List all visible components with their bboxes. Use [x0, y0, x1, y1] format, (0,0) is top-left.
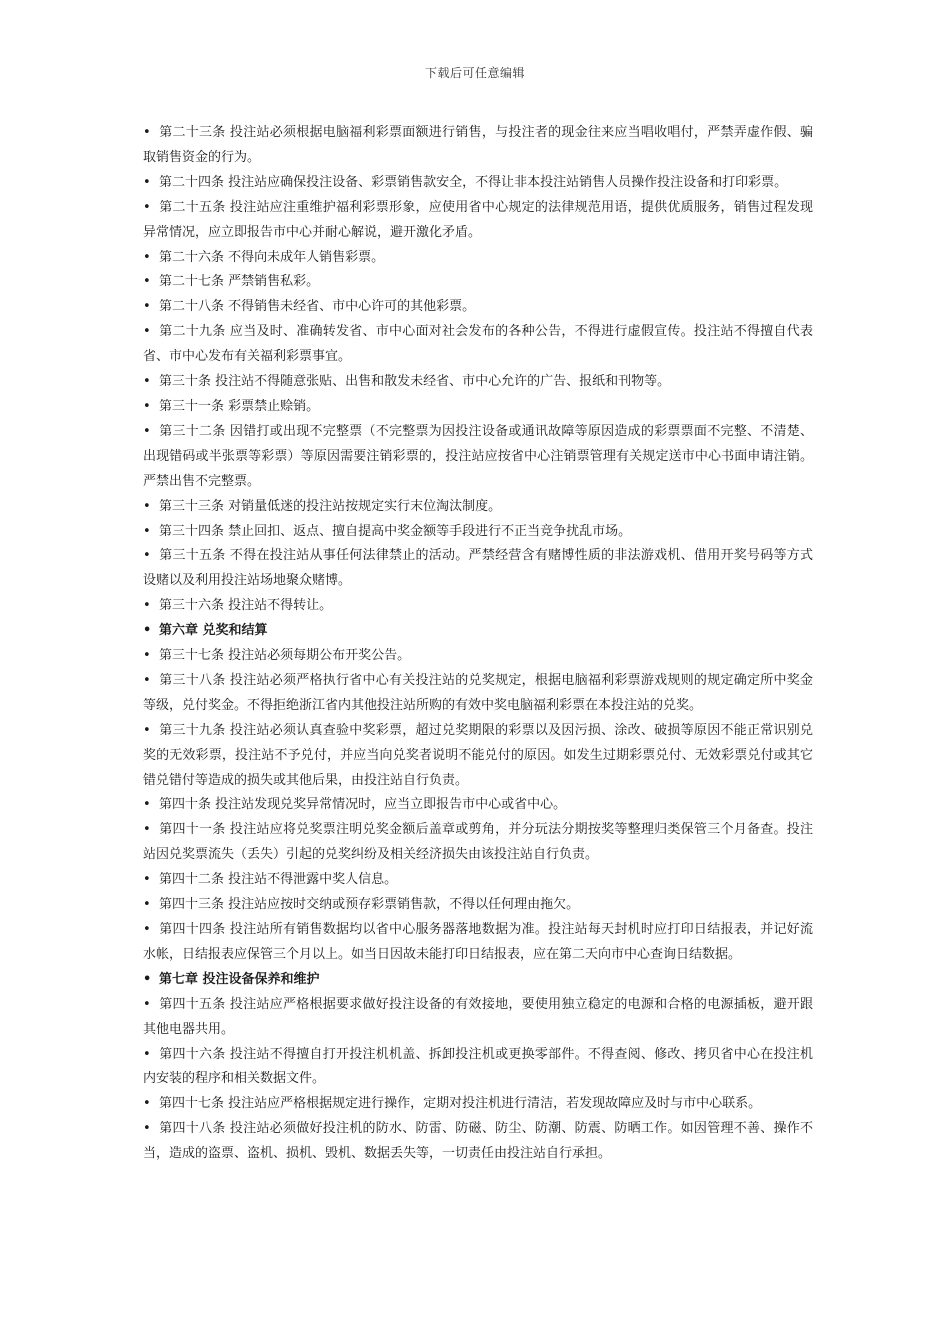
article-paragraph: [143, 246, 813, 271]
bullet-icon: •: [143, 598, 151, 614]
article-text: 第四十五条 投注站应严格根据要求做好投注设备的有效接地，要使用独立稳定的电源和合格的电源插板，避开跟其他电器共用。: [143, 996, 813, 1037]
bullet-icon: •: [143, 672, 151, 688]
page-header: 下载后可任意编辑: [424, 66, 525, 80]
article-paragraph: [143, 171, 813, 196]
bullet-icon: •: [143, 274, 151, 290]
article-text: 第二十五条 投注站应注重维护福利彩票形象，应使用省中心规定的法律规范用语，提供优质服务，销售过程发现异常情况，应立即报告市中心并耐心解说，避开激化矛盾。: [143, 199, 813, 240]
article-paragraph: [143, 793, 813, 818]
article-paragraph: [143, 320, 813, 370]
article-text: 第三十一条 彩票禁止赊销。: [159, 398, 320, 414]
article-text: 第四十四条 投注站所有销售数据均以省中心服务器落地数据为准。投注站每天封机时应打印日结报表，并记好流水帐，日结报表应保管三个月以上。如当日因故未能打印日结报表，应在第二天向市中心查询日结数据。: [143, 922, 813, 962]
bullet-icon: •: [143, 498, 151, 514]
article-paragraph: [143, 370, 813, 395]
article-paragraph: [143, 121, 813, 171]
bullet-icon: •: [143, 1046, 151, 1062]
article-text: 第三十二条 因错打或出现不完整票（不完整票为因投注设备或通讯故障等原因造成的彩票票面不完整、不清楚、出现错码或半张票等彩票）等原因需要注销彩票的，投注站应按省中心注销票管理有关规定送市中心书面申请注销。严禁出售不完整票。: [143, 423, 813, 489]
bullet-icon: •: [143, 125, 151, 140]
article-text: 第四十八条 投注站必须做好投注机的防水、防雷、防磁、防尘、防潮、防震、防晒工作。如因管理不善、操作不当，造成的盗票、盗机、损机、毁机、数据丢失等，一切责任由投注站自行承担。: [143, 1121, 813, 1162]
article-paragraph: [143, 893, 813, 918]
article-paragraph: [143, 420, 813, 495]
article-text: 第二十六条 不得向未成年人销售彩票。: [159, 249, 385, 265]
article-paragraph: [143, 993, 813, 1043]
article-paragraph: [143, 1117, 813, 1167]
bullet-icon: •: [143, 249, 151, 265]
bullet-icon: •: [143, 324, 151, 340]
bullet-icon: •: [143, 1121, 151, 1137]
bullet-icon: •: [143, 523, 151, 539]
article-paragraph: [143, 644, 813, 669]
article-text: 第四十二条 投注站不得泄露中奖人信息。: [159, 872, 398, 888]
article-paragraph: [143, 818, 813, 868]
bullet-icon: •: [143, 174, 151, 190]
article-paragraph: [143, 594, 813, 619]
article-text: 第二十九条 应当及时、准确转发省、市中心面对社会发布的各种公告，不得进行虚假宣传。投注站不得擅自代表省、市中心发布有关福利彩票事宜。: [143, 324, 813, 365]
article-text: 第三十九条 投注站必须认真查验中奖彩票，超过兑奖期限的彩票以及因污损、涂改、破损等原因不能正常识别兑奖的无效彩票，投注站不予兑付，并应当向兑奖者说明不能兑付的原因。如发生过期彩票兑付、无效彩票兑付或其它错兑错付等造成的损失或其他后果，由投注站自行负责。: [143, 722, 813, 788]
bullet-icon: •: [143, 374, 151, 390]
article-text: 第三十六条 投注站不得转让。: [159, 598, 333, 614]
bullet-icon: •: [143, 648, 151, 664]
article-paragraph: [143, 395, 813, 420]
article-text: 第三十四条 禁止回扣、返点、擅自提高中奖金额等手段进行不正当竞争扰乱市场。: [159, 523, 632, 539]
article-text: 第二十四条 投注站应确保投注设备、彩票销售款安全，不得让非本投注站销售人员操作投注设备和打印彩票。: [159, 174, 788, 190]
bullet-icon: •: [143, 922, 151, 937]
bullet-icon: •: [143, 199, 151, 215]
document-body: [143, 121, 813, 1167]
article-paragraph: [143, 1092, 813, 1117]
bullet-icon: •: [143, 996, 151, 1012]
bullet-icon: •: [143, 822, 151, 838]
article-paragraph: [143, 719, 813, 794]
article-text: 第三十条 投注站不得随意张贴、出售和散发未经省、市中心允许的广告、报纸和刊物等。: [159, 374, 671, 390]
article-text: 第三十七条 投注站必须每期公布开奖公告。: [159, 648, 411, 664]
bullet-icon: •: [143, 299, 151, 315]
bullet-icon: •: [143, 872, 151, 888]
article-text: 第三十五条 不得在投注站从事任何法律禁止的活动。严禁经营含有赌博性质的非法游戏机、借用开奖号码等方式设赌以及利用投注站场地聚众赌博。: [143, 548, 813, 589]
bullet-icon: •: [143, 423, 151, 439]
bullet-icon: •: [143, 897, 151, 913]
bullet-icon: •: [143, 1096, 151, 1112]
article-paragraph: [143, 544, 813, 594]
chapter-title: 第六章 兑奖和结算: [159, 623, 268, 639]
article-text: 第四十条 投注站发现兑奖异常情况时，应当立即报告市中心或省中心。: [159, 797, 567, 813]
article-text: 第二十七条 严禁销售私彩。: [159, 274, 320, 290]
article-text: 第三十三条 对销量低迷的投注站按规定实行末位淘汰制度。: [159, 498, 502, 514]
article-text: 第四十三条 投注站应按时交纳或预存彩票销售款，不得以任何理由拖欠。: [159, 897, 580, 913]
chapter-title: 第七章 投注设备保养和维护: [159, 971, 320, 987]
bullet-icon: •: [143, 548, 151, 564]
article-text: 第四十七条 投注站应严格根据规定进行操作，定期对投注机进行清洁，若发现故障应及时与市中心联系。: [159, 1096, 762, 1112]
article-paragraph: [143, 868, 813, 893]
article-text: 第四十六条 投注站不得擅自打开投注机机盖、拆卸投注机或更换零部件。不得查阅、修改、拷贝省中心在投注机内安装的程序和相关数据文件。: [143, 1046, 813, 1087]
article-text: 第四十一条 投注站应将兑奖票注明兑奖金额后盖章或剪角，并分玩法分期按奖等整理归类保管三个月备查。投注站因兑奖票流失（丢失）引起的兑奖纠纷及相关经济损失由该投注站自行负责。: [143, 822, 813, 863]
article-paragraph: [143, 669, 813, 719]
article-paragraph: [143, 1043, 813, 1093]
bullet-icon: •: [143, 797, 151, 813]
bullet-icon: •: [143, 971, 152, 987]
bullet-icon: •: [143, 623, 152, 639]
article-paragraph: [143, 270, 813, 295]
article-paragraph: [143, 295, 813, 320]
article-paragraph: [143, 918, 813, 968]
article-text: 第二十八条 不得销售未经省、市中心许可的其他彩票。: [159, 299, 476, 315]
article-paragraph: [143, 520, 813, 545]
chapter-heading: [143, 968, 813, 993]
article-paragraph: [143, 196, 813, 246]
chapter-heading: [143, 619, 813, 644]
article-text: 第三十八条 投注站必须严格执行省中心有关投注站的兑奖规定，根据电脑福利彩票游戏规则的规定确定所中奖金等级，兑付奖金。不得拒绝浙江省内其他投注站所购的有效中奖电脑福利彩票在本投注站的兑奖。: [143, 672, 813, 713]
article-text: 第二十三条 投注站必须根据电脑福利彩票面额进行销售，与投注者的现金往来应当唱收唱付，严禁弄虚作假、骗取销售资金的行为。: [143, 125, 813, 165]
article-paragraph: [143, 495, 813, 520]
bullet-icon: •: [143, 722, 151, 738]
bullet-icon: •: [143, 398, 151, 414]
